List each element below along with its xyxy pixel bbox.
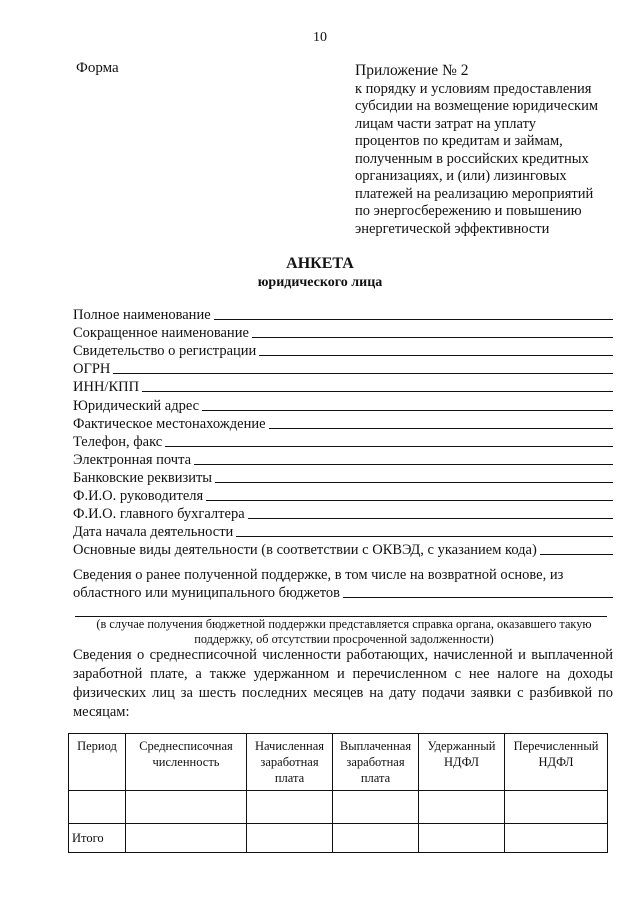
employment-info-text: Сведения о среднесписочной численности работающих, начисленной и выплаченной заработной плате, а также удержанном и перечисленном с нее налоге на доходы физических лиц за шесть последних месяцев на дату подачи заявки с разбивкой по месяцам: bbox=[73, 647, 613, 720]
field-fill-line[interactable] bbox=[269, 427, 613, 429]
field-label: Фактическое местонахождение bbox=[73, 415, 266, 432]
table-cell[interactable] bbox=[505, 824, 608, 853]
field-label: ИНН/КПП bbox=[73, 379, 140, 396]
table-cell[interactable] bbox=[247, 824, 333, 853]
table-cell[interactable] bbox=[126, 791, 247, 824]
form-field-row[interactable] bbox=[73, 541, 613, 559]
appendix-title: Приложение № 2 bbox=[355, 62, 469, 79]
field-fill-line[interactable] bbox=[215, 481, 613, 483]
table-cell[interactable] bbox=[333, 791, 419, 824]
appendix-line: платежей на реализацию мероприятий bbox=[355, 185, 594, 202]
field-label: Сокращенное наименование bbox=[73, 325, 249, 342]
field-label: Полное наименование bbox=[73, 307, 211, 324]
field-label: ОГРН bbox=[73, 361, 111, 378]
table-header-cell: Среднесписочная численность bbox=[126, 734, 247, 791]
appendix-line: по энергосбережению и повышению bbox=[355, 203, 582, 219]
form-field-row[interactable] bbox=[73, 360, 613, 378]
field-fill-line[interactable] bbox=[248, 517, 613, 519]
form-field-row[interactable] bbox=[73, 415, 613, 433]
support-fill-line[interactable] bbox=[343, 597, 613, 598]
form-label: Форма bbox=[76, 60, 119, 76]
form-field-row[interactable] bbox=[73, 487, 613, 505]
field-label: Основные виды деятельности (в соответствии с ОКВЭД, с указанием кода) bbox=[73, 542, 537, 559]
appendix-line: субсидии на возмещение юридическим bbox=[355, 98, 599, 114]
table-cell[interactable] bbox=[419, 824, 505, 853]
form-heading bbox=[0, 254, 640, 292]
appendix-line: организациях, и (или) лизинговых bbox=[355, 168, 567, 184]
table-cell[interactable] bbox=[126, 824, 247, 853]
table-header-cell: Перечисленный НДФЛ bbox=[505, 734, 608, 791]
field-fill-line[interactable] bbox=[194, 463, 613, 465]
table-cell[interactable] bbox=[505, 791, 608, 824]
field-fill-line[interactable] bbox=[113, 372, 613, 374]
form-field-row[interactable] bbox=[73, 469, 613, 487]
form-field-row[interactable] bbox=[73, 306, 613, 324]
table-cell[interactable] bbox=[69, 791, 126, 824]
form-field-row[interactable] bbox=[73, 396, 613, 414]
table-cell: Итого bbox=[69, 824, 126, 853]
support-line-1: Сведения о ранее полученной поддержке, в том числе на возвратной основе, из bbox=[73, 567, 564, 583]
form-field-row[interactable] bbox=[73, 523, 613, 541]
form-subtitle: юридического лица bbox=[257, 275, 383, 290]
form-field-row[interactable] bbox=[73, 342, 613, 360]
field-label: Банковские реквизиты bbox=[73, 469, 213, 486]
field-fill-line[interactable] bbox=[259, 354, 613, 356]
field-fill-line[interactable] bbox=[252, 336, 613, 338]
appendix-line: лицам части затрат на уплату bbox=[355, 115, 536, 132]
field-label: Ф.И.О. руководителя bbox=[73, 488, 204, 505]
field-label: Юридический адрес bbox=[73, 397, 200, 414]
form-field-row[interactable] bbox=[73, 505, 613, 523]
field-label: Свидетельство о регистрации bbox=[73, 343, 257, 360]
form-title: АНКЕТА bbox=[286, 255, 354, 272]
table-cell[interactable] bbox=[419, 791, 505, 824]
field-label: Электронная почта bbox=[73, 451, 192, 468]
table-header-row bbox=[69, 734, 608, 791]
field-fill-line[interactable] bbox=[142, 390, 613, 392]
support-note: (в случае получения бюджетной поддержки представляется справка органа, оказавшего такую поддержку, об отсутствии просроченной задолженности) bbox=[96, 617, 592, 646]
table-header-cell: Удержанный НДФЛ bbox=[419, 734, 505, 791]
support-extra-fill-line[interactable] bbox=[75, 602, 607, 617]
table-header-cell: Начисленная заработная плата bbox=[247, 734, 333, 791]
monthly-data-table bbox=[68, 733, 608, 853]
table-row bbox=[69, 791, 608, 824]
field-fill-line[interactable] bbox=[202, 409, 613, 411]
company-fields bbox=[73, 306, 613, 559]
field-fill-line[interactable] bbox=[165, 445, 613, 447]
table-header-cell: Период bbox=[69, 734, 126, 791]
support-line-2: областного или муниципального бюджетов bbox=[73, 585, 341, 601]
support-line-2-row[interactable] bbox=[73, 584, 613, 602]
appendix-line: полученным в российских кредитных bbox=[355, 150, 589, 167]
page-number: 10 bbox=[313, 30, 327, 45]
appendix-block bbox=[355, 62, 620, 238]
field-fill-line[interactable] bbox=[540, 553, 613, 555]
support-section bbox=[73, 566, 613, 617]
appendix-lines bbox=[355, 81, 620, 239]
table-row bbox=[69, 824, 608, 853]
appendix-line: процентов по кредитам и займам, bbox=[355, 133, 563, 149]
field-label: Дата начала деятельности bbox=[73, 524, 234, 541]
table-header-cell: Выплаченная заработная плата bbox=[333, 734, 419, 791]
table-cell[interactable] bbox=[333, 824, 419, 853]
appendix-line: к порядку и условиям предоставления bbox=[355, 80, 592, 97]
form-field-row[interactable] bbox=[73, 324, 613, 342]
field-fill-line[interactable] bbox=[214, 318, 613, 320]
form-field-row[interactable] bbox=[73, 433, 613, 451]
field-label: Ф.И.О. главного бухгалтера bbox=[73, 506, 245, 523]
field-fill-line[interactable] bbox=[236, 535, 613, 537]
field-label: Телефон, факс bbox=[73, 433, 163, 450]
form-field-row[interactable] bbox=[73, 451, 613, 469]
field-fill-line[interactable] bbox=[206, 499, 613, 501]
appendix-line: энергетической эффективности bbox=[355, 220, 550, 237]
table-cell[interactable] bbox=[247, 791, 333, 824]
form-field-row[interactable] bbox=[73, 378, 613, 396]
